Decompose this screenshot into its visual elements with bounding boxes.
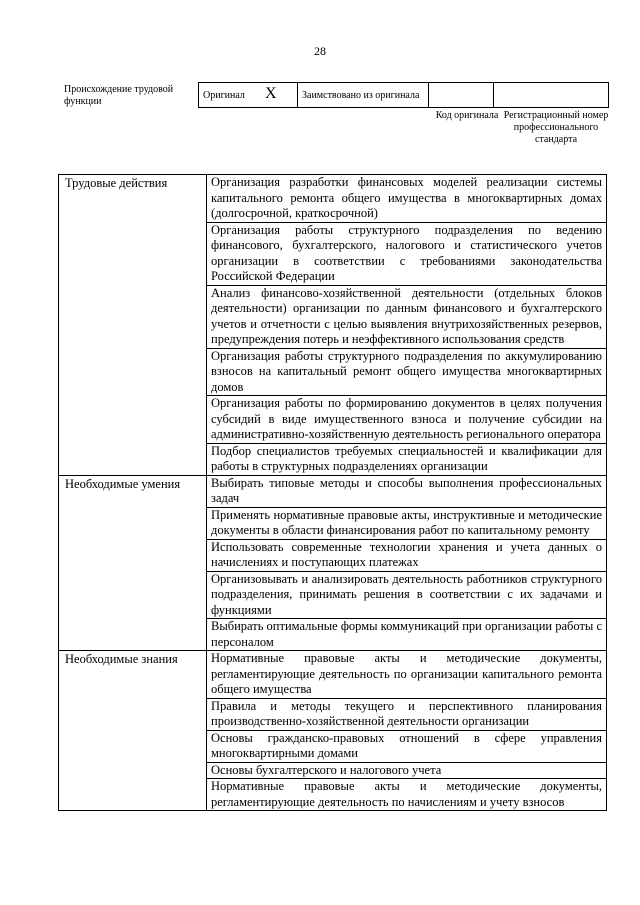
section-item: Основы гражданско-правовых отношений в сфере управления многоквартирными домами: [207, 730, 607, 762]
origin-table: [198, 82, 609, 108]
original-cell: [199, 83, 298, 108]
section-title: Трудовые действия: [59, 175, 207, 476]
section-item: Подбор специалистов требуемых специальностей и квалификации для работы в структурных подразделениях организации: [207, 443, 607, 475]
section-item: Выбирать типовые методы и способы выполнения профессиональных задач: [207, 475, 607, 507]
table-row: [59, 651, 607, 699]
origin-label: Происхождение трудовой функции: [64, 84, 174, 107]
section-item: Выбирать оптимальные формы коммуникаций при организации работы с персоналом: [207, 619, 607, 651]
section-item: Организация работы структурного подразделения по аккумулированию взносов на капитальный ремонт общего имущества многоквартирных домов: [207, 348, 607, 396]
borrowed-cell: [298, 83, 429, 108]
registration-number-caption: Регистрационный номер профессионального стандарта: [503, 110, 609, 145]
section-item: Нормативные правовые акты и методические документы, регламентирующие деятельность по организации капитального ремонта общего имущества: [207, 651, 607, 699]
section-item: Применять нормативные правовые акты, инструктивные и методические документы в области финансирования работ по капитальному ремонту: [207, 507, 607, 539]
section-item: Правила и методы текущего и перспективного планирования производственно-хозяйственной деятельности организации: [207, 698, 607, 730]
code-cell: [429, 83, 494, 108]
original-mark: X: [265, 85, 277, 102]
section-title: Необходимые умения: [59, 475, 207, 651]
section-item: Организация работы по формированию документов в целях получения субсидий в виде имущественного взноса и получение субсидии на административно-хозяйственную деятельность регионального оператора: [207, 396, 607, 444]
function-details-table: [58, 174, 607, 811]
section-item: Организовывать и анализировать деятельность работников структурного подразделения, принимать решения в соответствии с их задачами и функциями: [207, 571, 607, 619]
table-row: [59, 475, 607, 507]
reg-number-cell: [494, 83, 609, 108]
code-original-caption: Код оригинала: [435, 110, 499, 121]
section-item: Нормативные правовые акты и методические документы, регламентирующие деятельность по начислениям и учету взносов: [207, 779, 607, 811]
section-item: Организация разработки финансовых моделей реализации системы капитального ремонта общего имущества в многоквартирных домах (долгосрочной, краткосрочной): [207, 175, 607, 223]
table-row: [59, 175, 607, 223]
section-item: Организация работы структурного подразделения по ведению финансового, бухгалтерского, налогового и статистического учетов организации в соответствии с требованиями законодательства Российской Федерации: [207, 222, 607, 285]
original-label: Оригинал: [203, 89, 245, 101]
page-number: 28: [314, 44, 326, 58]
section-item: Использовать современные технологии хранения и учета данных о начислениях и поступающих платежах: [207, 539, 607, 571]
section-item: Основы бухгалтерского и налогового учета: [207, 762, 607, 779]
borrowed-label: Заимствовано из оригинала: [302, 89, 420, 101]
section-item: Анализ финансово-хозяйственной деятельности (отдельных блоков деятельности) организации по данным финансового и бухгалтерского учетов и отчетности с целью выявления внутрихозяйственных резервов, предупреждения потерь и неэффективного использования средств: [207, 285, 607, 348]
section-title: Необходимые знания: [59, 651, 207, 811]
